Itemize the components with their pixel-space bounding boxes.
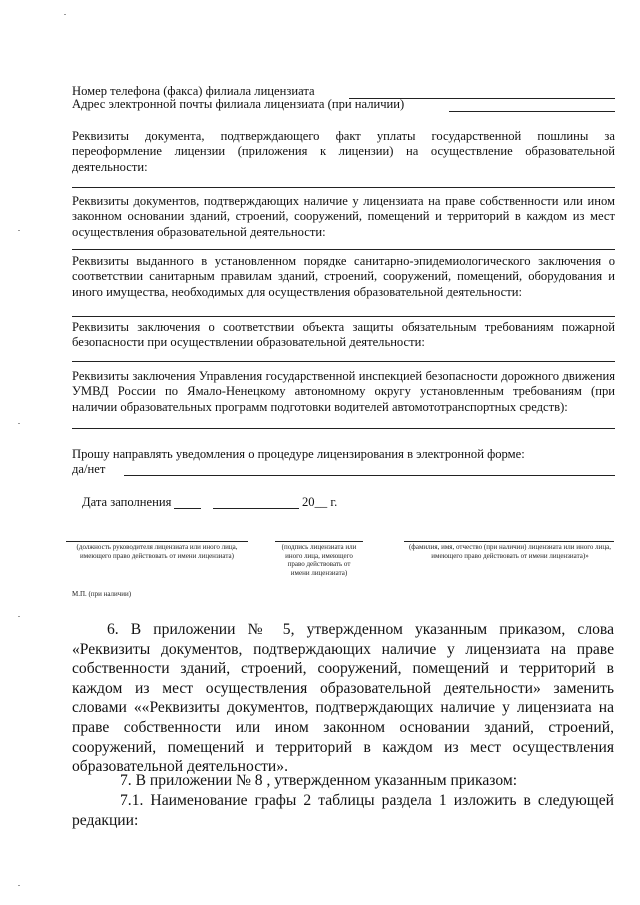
scan-speck (18, 423, 20, 424)
traffic-requisites-label: Реквизиты заключения Управления государственной инспекцией безопасности дорожного движения УМВД России по Ямало-Ненецкому автономному округу установленным требованиям (при наличии образовательных программ подготовки водителей автомототранспортных средств): (72, 369, 615, 414)
position-fill-line (66, 541, 248, 542)
property-requisites-label: Реквизиты документов, подтверждающих наличие у лицензиата на праве собственности или ином законном основании зданий, строений, сооружений, помещений и территорий в каждом из мест осуществления образовательной деятельности: (72, 194, 615, 239)
date-label: Дата заполнения (82, 495, 172, 509)
fire-fill-line (72, 361, 615, 362)
notify-request-label: Прошу направлять уведомления о процедуре лицензирования в электронной форме: (72, 447, 525, 461)
name-caption: (фамилия, имя, отчество (при наличии) лицензиата или иного лица, имеющего право действовать от имени лицензиата)» (408, 543, 612, 560)
name-fill-line (404, 541, 614, 542)
amendment-item-6: 6. В приложении № 5, утвержденном указанным приказом, слова «Реквизиты документов, подтверждающих наличие у лицензиата на праве собственности зданий, строений, сооружений, помещений и территорий в каждом из мест осуществления образовательной деятельности» заменить словами ««Реквизиты документов, подтверждающих наличие у лицензиата на праве собственности или ином законном основании зданий, строений, сооружений, помещений и территорий в каждом из мест осуществления образовательной деятельности». (72, 621, 614, 776)
amendment-item-7: 7. В приложении № 8 , утвержденном указанным приказом: (120, 772, 518, 789)
sanitary-requisites-label: Реквизиты выданного в установленном порядке санитарно-эпидемиологического заключения о соответствии санитарным правилам зданий, строений, сооружений, помещений, оборудования и иного имущества, необходимых для осуществления образовательной деятельности: (72, 254, 615, 299)
date-year: 20__ г. (302, 495, 338, 509)
date-day-line (174, 508, 201, 509)
position-caption: (должность руководителя лицензиата или иного лица, имеющего право действовать от имени лицензиата) (76, 543, 238, 560)
fee-requisites-label: Реквизиты документа, подтверждающего факт уплаты государственной пошлины за переоформление лицензии (приложения к лицензии) на осуществление образовательной деятельности: (72, 129, 615, 174)
property-fill-line (72, 249, 615, 250)
amendment-item-7-1: 7.1. Наименование графы 2 таблицы раздела 1 изложить в следующей редакции: (72, 792, 614, 829)
traffic-fill-line (72, 428, 615, 429)
phone-label: Номер телефона (факса) филиала лицензиата (72, 84, 315, 98)
scan-speck (18, 616, 20, 617)
scan-speck (18, 885, 20, 886)
scan-speck (64, 14, 66, 15)
yes-no-fill-line (124, 475, 615, 476)
email-fill-line (449, 111, 615, 112)
scan-speck (18, 230, 20, 231)
date-month-line (213, 508, 299, 509)
yes-no-label: да/нет (72, 462, 106, 476)
signature-caption: (подпись лицензиата или иного лица, имеющего право действовать от имени лицензиата) (281, 543, 357, 577)
signature-fill-line (275, 541, 363, 542)
stamp-note: М.П. (при наличии) (72, 590, 132, 598)
sanitary-fill-line (72, 316, 615, 317)
fire-requisites-label: Реквизиты заключения о соответствии объекта защиты обязательным требованиям пожарной безопасности при осуществлении образовательной деятельности: (72, 320, 615, 350)
email-label: Адрес электронной почты филиала лицензиата (при наличии) (72, 97, 405, 111)
fee-fill-line (72, 187, 615, 188)
